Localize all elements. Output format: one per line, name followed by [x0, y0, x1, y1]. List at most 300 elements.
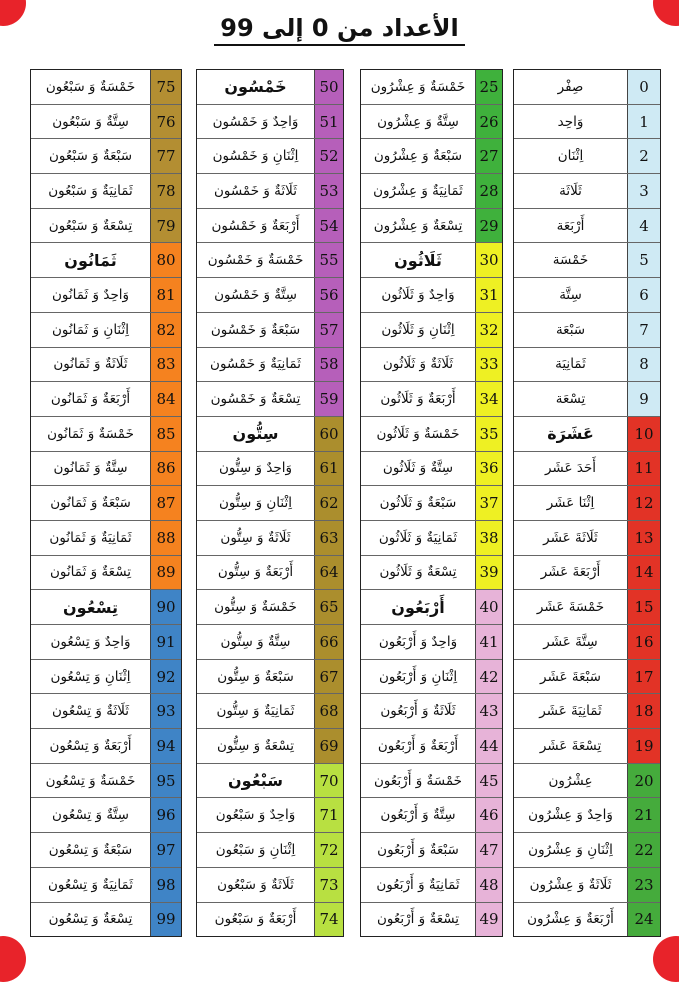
number-word: وَاحِدٌ وَ ثَلَاثُون — [381, 286, 455, 303]
table-row — [31, 556, 181, 591]
number-word: خَمْسَةٌ وَ تِسْعُون — [45, 772, 136, 789]
number-digit: 96 — [150, 798, 181, 832]
table-row — [514, 382, 660, 417]
number-word: ثَمَانِيَةٌ وَ ثَمَانُون — [49, 529, 132, 546]
table-row — [361, 174, 502, 209]
table-row — [31, 348, 181, 383]
number-digit: 23 — [627, 868, 660, 902]
table-row — [361, 868, 502, 903]
number-digit: 97 — [150, 833, 181, 867]
table-row — [197, 382, 343, 417]
number-word: سَبْعَةٌ وَ سِتُّون — [217, 668, 294, 685]
number-digit: 41 — [475, 625, 502, 659]
table-row — [197, 417, 343, 452]
number-word: سِتَّةٌ وَ ثَلَاثُون — [382, 460, 454, 477]
table-row — [31, 452, 181, 487]
number-word: تِسْعَةٌ وَ تِسْعُون — [48, 911, 133, 928]
table-row — [514, 209, 660, 244]
number-digit: 31 — [475, 278, 502, 312]
number-word: سِتَّةٌ وَ سَبْعُون — [52, 113, 129, 130]
number-digit: 83 — [150, 348, 181, 382]
number-word: وَاحِدٌ وَ عِشْرُون — [528, 807, 613, 824]
table-row — [514, 660, 660, 695]
number-digit: 46 — [475, 798, 502, 832]
number-digit: 1 — [627, 105, 660, 139]
table-row — [514, 70, 660, 105]
number-digit: 84 — [150, 382, 181, 416]
number-word: عَشَرَة — [547, 424, 594, 444]
number-digit: 62 — [314, 486, 343, 520]
number-digit: 19 — [627, 729, 660, 763]
number-digit: 88 — [150, 521, 181, 555]
number-digit: 53 — [314, 174, 343, 208]
table-row — [361, 521, 502, 556]
number-digit: 52 — [314, 139, 343, 173]
number-digit: 90 — [150, 590, 181, 624]
number-digit: 50 — [314, 70, 343, 104]
number-word: خَمْسَةٌ وَ أَرْبَعُون — [374, 772, 462, 789]
number-word: ثَلَاثَةٌ وَ تِسْعُون — [51, 703, 130, 720]
number-digit: 34 — [475, 382, 502, 416]
number-word: خَمْسَةٌ وَ ثَمَانُون — [47, 425, 134, 442]
table-row — [514, 556, 660, 591]
number-digit: 40 — [475, 590, 502, 624]
table-row — [197, 868, 343, 903]
table-row — [197, 764, 343, 799]
table-row — [31, 903, 181, 937]
number-digit: 68 — [314, 694, 343, 728]
number-digit: 7 — [627, 313, 660, 347]
number-word: اِثْنَانِ وَ ثَلَاثُون — [381, 321, 455, 338]
number-digit: 55 — [314, 243, 343, 277]
number-digit: 3 — [627, 174, 660, 208]
number-word: سِتَّةٌ وَ عِشْرُون — [377, 113, 459, 130]
number-digit: 25 — [475, 70, 502, 104]
number-digit: 75 — [150, 70, 181, 104]
number-word: سَبْعَة — [555, 321, 586, 338]
table-row — [31, 833, 181, 868]
number-digit: 6 — [627, 278, 660, 312]
number-word: سِتَّةٌ وَ سِتُّون — [220, 633, 291, 650]
number-word: ثَمَانِيَةٌ وَ أَرْبَعُون — [376, 876, 460, 893]
number-word: اِثْنَانِ وَ سِتُّون — [219, 495, 292, 512]
table-row — [197, 660, 343, 695]
number-word: خَمْسَةٌ وَ سَبْعُون — [45, 78, 136, 95]
table-row — [197, 313, 343, 348]
table-row — [197, 243, 343, 278]
table-row — [197, 556, 343, 591]
number-digit: 17 — [627, 660, 660, 694]
number-word: سَبْعُون — [228, 771, 283, 791]
table-row — [361, 798, 502, 833]
number-word: خَمْسَةٌ وَ خَمْسُون — [207, 252, 304, 269]
table-row — [31, 139, 181, 174]
number-word: ثَمَانِيَةٌ وَ سَبْعُون — [48, 182, 133, 199]
table-row — [361, 313, 502, 348]
table-row — [197, 521, 343, 556]
table-row — [361, 556, 502, 591]
number-word: سِتَّةٌ وَ ثَمَانُون — [53, 460, 128, 477]
table-row — [31, 417, 181, 452]
number-word: ثَمَانِيَةٌ وَ تِسْعُون — [47, 876, 134, 893]
corner-decoration — [653, 936, 679, 982]
table-row — [514, 486, 660, 521]
number-word: ثَلَاثَةَ عَشَر — [543, 529, 598, 546]
number-word: اِثْنَان — [557, 148, 584, 165]
number-digit: 35 — [475, 417, 502, 451]
table-row — [31, 764, 181, 799]
page-title-text: الأعداد من 0 إلى 99 — [214, 14, 464, 46]
number-digit: 57 — [314, 313, 343, 347]
number-digit: 15 — [627, 590, 660, 624]
table-row — [361, 764, 502, 799]
number-word: اِثْنَانِ وَ عِشْرُون — [528, 841, 613, 858]
number-word: وَاحِدٌ وَ ثَمَانُون — [51, 286, 130, 303]
table-row — [31, 209, 181, 244]
table-row — [197, 105, 343, 140]
number-digit: 78 — [150, 174, 181, 208]
table-row — [31, 486, 181, 521]
number-word: خَمْسَة — [552, 252, 589, 269]
table-row — [31, 278, 181, 313]
number-word: اِثْنَانِ وَ أَرْبَعُون — [378, 668, 458, 685]
table-row — [197, 486, 343, 521]
number-digit: 99 — [150, 903, 181, 937]
number-digit: 16 — [627, 625, 660, 659]
table-row — [361, 348, 502, 383]
table-row — [31, 660, 181, 695]
table-row — [31, 590, 181, 625]
table-row — [197, 70, 343, 105]
number-digit: 38 — [475, 521, 502, 555]
number-word: خَمْسَةَ عَشَر — [536, 599, 605, 616]
number-digit: 13 — [627, 521, 660, 555]
table-row — [31, 798, 181, 833]
number-word: أَرْبَعَةَ عَشَر — [540, 564, 601, 581]
number-word: سَبْعَةَ عَشَر — [540, 668, 601, 685]
number-digit: 89 — [150, 556, 181, 590]
number-word: تِسْعَةٌ وَ ثَلَاثُون — [379, 564, 457, 581]
table-row — [514, 625, 660, 660]
number-word: سِتَّة — [559, 286, 582, 303]
number-word: سَبْعَةٌ وَ سَبْعُون — [48, 148, 133, 165]
table-row — [514, 105, 660, 140]
number-word: ثَمَانِيَةٌ وَ عِشْرُون — [373, 182, 463, 199]
number-word: ثَمَانِيَةٌ وَ سِتُّون — [216, 703, 295, 720]
number-word: صِفْر — [557, 78, 584, 95]
table-row — [514, 417, 660, 452]
number-word: ثَلَاثُون — [394, 250, 442, 270]
table-row — [31, 694, 181, 729]
table-row — [361, 382, 502, 417]
number-digit: 67 — [314, 660, 343, 694]
number-word: سِتُّون — [232, 424, 279, 444]
number-word: تِسْعَةٌ وَ سِتُّون — [217, 737, 294, 754]
number-digit: 71 — [314, 798, 343, 832]
corner-decoration — [0, 936, 26, 982]
number-digit: 98 — [150, 868, 181, 902]
number-digit: 27 — [475, 139, 502, 173]
table-row — [197, 278, 343, 313]
number-digit: 10 — [627, 417, 660, 451]
table-row — [197, 625, 343, 660]
number-digit: 28 — [475, 174, 502, 208]
number-word: اِثْنَانِ وَ ثَمَانُون — [51, 321, 130, 338]
number-word: أَرْبَعَةٌ وَ عِشْرُون — [527, 911, 614, 928]
number-word: ثَمَانِيَةَ عَشَر — [539, 703, 602, 720]
number-column-25-49 — [360, 69, 503, 937]
table-row — [31, 868, 181, 903]
table-row — [31, 105, 181, 140]
number-word: سَبْعَةٌ وَ تِسْعُون — [48, 841, 133, 858]
number-digit: 86 — [150, 452, 181, 486]
number-word: تِسْعُون — [63, 597, 119, 617]
table-row — [514, 348, 660, 383]
number-digit: 48 — [475, 868, 502, 902]
number-digit: 43 — [475, 694, 502, 728]
table-row — [514, 521, 660, 556]
number-digit: 47 — [475, 833, 502, 867]
number-word: وَاحِدٌ وَ خَمْسُون — [212, 113, 299, 130]
number-word: تِسْعَةٌ وَ ثَمَانُون — [50, 564, 131, 581]
number-digit: 56 — [314, 278, 343, 312]
table-row — [31, 313, 181, 348]
number-digit: 85 — [150, 417, 181, 451]
number-word: خَمْسُون — [224, 77, 287, 97]
number-word: أَرْبَعُون — [391, 597, 445, 617]
table-row — [31, 382, 181, 417]
number-digit: 14 — [627, 556, 660, 590]
number-column-50-74 — [196, 69, 344, 937]
number-digit: 76 — [150, 105, 181, 139]
number-word: أَرْبَعَة — [556, 217, 585, 234]
number-word: ثَمَانُون — [64, 250, 117, 270]
table-row — [361, 105, 502, 140]
number-word: ثَلَاثَةٌ وَ عِشْرُون — [529, 876, 612, 893]
table-row — [514, 313, 660, 348]
number-digit: 22 — [627, 833, 660, 867]
table-row — [361, 903, 502, 937]
table-row — [361, 660, 502, 695]
number-column-0-24 — [513, 69, 661, 937]
number-digit: 24 — [627, 903, 660, 937]
number-word: ثَلَاثَةٌ وَ سِتُّون — [220, 529, 291, 546]
table-row — [361, 243, 502, 278]
number-digit: 33 — [475, 348, 502, 382]
number-word: تِسْعَةٌ وَ أَرْبَعُون — [376, 911, 460, 928]
number-word: وَاحِد — [557, 113, 584, 130]
number-digit: 63 — [314, 521, 343, 555]
number-digit: 21 — [627, 798, 660, 832]
table-row — [197, 903, 343, 937]
number-word: وَاحِدٌ وَ أَرْبَعُون — [378, 633, 458, 650]
number-word: اِثْنَا عَشَر — [546, 495, 595, 512]
number-word: ثَلَاثَةٌ وَ ثَمَانُون — [53, 356, 128, 373]
number-word: ثَلَاثَة — [559, 182, 582, 199]
table-row — [197, 348, 343, 383]
number-word: سَبْعَةٌ وَ ثَمَانُون — [50, 495, 131, 512]
number-word: ثَمَانِيَة — [555, 356, 586, 373]
number-digit: 82 — [150, 313, 181, 347]
number-digit: 12 — [627, 486, 660, 520]
table-row — [361, 209, 502, 244]
table-row — [514, 139, 660, 174]
number-word: سِتَّةَ عَشَر — [543, 633, 598, 650]
table-row — [197, 833, 343, 868]
number-digit: 66 — [314, 625, 343, 659]
table-row — [197, 139, 343, 174]
number-word: ثَلَاثَةٌ وَ سَبْعُون — [217, 876, 294, 893]
number-word: أَرْبَعَةٌ وَ سَبْعُون — [214, 911, 297, 928]
number-digit: 81 — [150, 278, 181, 312]
number-digit: 5 — [627, 243, 660, 277]
table-row — [31, 243, 181, 278]
number-digit: 26 — [475, 105, 502, 139]
table-row — [361, 833, 502, 868]
table-row — [197, 729, 343, 764]
number-digit: 64 — [314, 556, 343, 590]
table-row — [361, 278, 502, 313]
table-row — [361, 417, 502, 452]
number-word: تِسْعَة — [555, 391, 586, 408]
number-word: سَبْعَةٌ وَ خَمْسُون — [210, 321, 301, 338]
table-row — [361, 694, 502, 729]
table-row — [197, 209, 343, 244]
number-digit: 20 — [627, 764, 660, 798]
number-word: أَرْبَعَةٌ وَ ثَمَانُون — [50, 391, 131, 408]
number-digit: 61 — [314, 452, 343, 486]
table-row — [361, 486, 502, 521]
number-word: أَرْبَعَةٌ وَ أَرْبَعُون — [377, 737, 459, 754]
table-row — [514, 903, 660, 937]
number-word: عِشْرُون — [548, 772, 593, 789]
number-digit: 60 — [314, 417, 343, 451]
number-word: ثَلَاثَةٌ وَ ثَلَاثُون — [382, 356, 454, 373]
number-digit: 39 — [475, 556, 502, 590]
number-digit: 11 — [627, 452, 660, 486]
table-row — [514, 694, 660, 729]
number-digit: 87 — [150, 486, 181, 520]
number-digit: 32 — [475, 313, 502, 347]
number-digit: 58 — [314, 348, 343, 382]
number-word: أَرْبَعَةٌ وَ سِتُّون — [217, 564, 294, 581]
number-word: تِسْعَةٌ وَ عِشْرُون — [373, 217, 463, 234]
number-digit: 95 — [150, 764, 181, 798]
table-row — [197, 590, 343, 625]
number-column-75-99 — [30, 69, 182, 937]
table-row — [361, 729, 502, 764]
number-digit: 69 — [314, 729, 343, 763]
number-word: ثَمَانِيَةٌ وَ ثَلَاثُون — [378, 529, 458, 546]
table-row — [514, 868, 660, 903]
number-digit: 93 — [150, 694, 181, 728]
number-word: سَبْعَةٌ وَ ثَلَاثُون — [379, 495, 457, 512]
table-row — [514, 278, 660, 313]
number-word: وَاحِدٌ وَ سِتُّون — [218, 460, 293, 477]
table-row — [31, 174, 181, 209]
number-digit: 73 — [314, 868, 343, 902]
number-digit: 49 — [475, 903, 502, 937]
number-digit: 29 — [475, 209, 502, 243]
number-digit: 0 — [627, 70, 660, 104]
number-word: سَبْعَةٌ وَ أَرْبَعُون — [377, 841, 459, 858]
table-row — [361, 452, 502, 487]
number-word: خَمْسَةٌ وَ عِشْرُون — [370, 78, 466, 95]
number-word: أَرْبَعَةٌ وَ تِسْعُون — [49, 737, 132, 754]
number-digit: 2 — [627, 139, 660, 173]
number-word: خَمْسَةٌ وَ ثَلَاثُون — [376, 425, 460, 442]
number-digit: 37 — [475, 486, 502, 520]
number-word: تِسْعَةَ عَشَر — [539, 737, 602, 754]
number-word: اِثْنَانِ وَ تِسْعُون — [50, 668, 131, 685]
table-row — [31, 625, 181, 660]
number-digit: 91 — [150, 625, 181, 659]
number-digit: 8 — [627, 348, 660, 382]
table-row — [514, 798, 660, 833]
number-word: وَاحِدٌ وَ تِسْعُون — [50, 633, 131, 650]
number-word: اِثْنَانِ وَ خَمْسُون — [212, 148, 299, 165]
table-row — [197, 174, 343, 209]
number-word: سِتَّةٌ وَ أَرْبَعُون — [380, 807, 456, 824]
number-digit: 79 — [150, 209, 181, 243]
table-row — [514, 243, 660, 278]
table-row — [514, 764, 660, 799]
number-word: سِتَّةٌ وَ تِسْعُون — [52, 807, 129, 824]
table-row — [514, 452, 660, 487]
number-word: تِسْعَةٌ وَ سَبْعُون — [48, 217, 133, 234]
table-row — [197, 694, 343, 729]
number-digit: 77 — [150, 139, 181, 173]
table-row — [361, 139, 502, 174]
number-digit: 59 — [314, 382, 343, 416]
number-digit: 42 — [475, 660, 502, 694]
number-word: أَحَدَ عَشَر — [544, 460, 597, 477]
number-digit: 51 — [314, 105, 343, 139]
number-digit: 44 — [475, 729, 502, 763]
number-digit: 94 — [150, 729, 181, 763]
number-word: سَبْعَةٌ وَ عِشْرُون — [373, 148, 463, 165]
number-digit: 70 — [314, 764, 343, 798]
number-word: اِثْنَانِ وَ سَبْعُون — [215, 841, 296, 858]
number-word: أَرْبَعَةٌ وَ خَمْسُون — [211, 217, 300, 234]
number-word: ثَلَاثَةٌ وَ خَمْسُون — [214, 182, 297, 199]
number-word: سِتَّةٌ وَ خَمْسُون — [214, 286, 297, 303]
number-word: أَرْبَعَةٌ وَ ثَلَاثُون — [380, 391, 456, 408]
table-row — [31, 521, 181, 556]
number-word: خَمْسَةٌ وَ سِتُّون — [214, 599, 297, 616]
number-digit: 72 — [314, 833, 343, 867]
table-row — [361, 625, 502, 660]
table-row — [361, 590, 502, 625]
number-word: ثَمَانِيَةٌ وَ خَمْسُون — [210, 356, 301, 373]
number-digit: 54 — [314, 209, 343, 243]
table-row — [31, 70, 181, 105]
number-digit: 30 — [475, 243, 502, 277]
table-row — [514, 729, 660, 764]
number-digit: 36 — [475, 452, 502, 486]
number-digit: 4 — [627, 209, 660, 243]
table-row — [197, 452, 343, 487]
number-digit: 74 — [314, 903, 343, 937]
number-digit: 18 — [627, 694, 660, 728]
number-word: ثَلَاثَةٌ وَ أَرْبَعُون — [380, 703, 456, 720]
table-row — [514, 833, 660, 868]
table-row — [361, 70, 502, 105]
table-row — [197, 798, 343, 833]
number-digit: 92 — [150, 660, 181, 694]
number-digit: 65 — [314, 590, 343, 624]
number-digit: 45 — [475, 764, 502, 798]
